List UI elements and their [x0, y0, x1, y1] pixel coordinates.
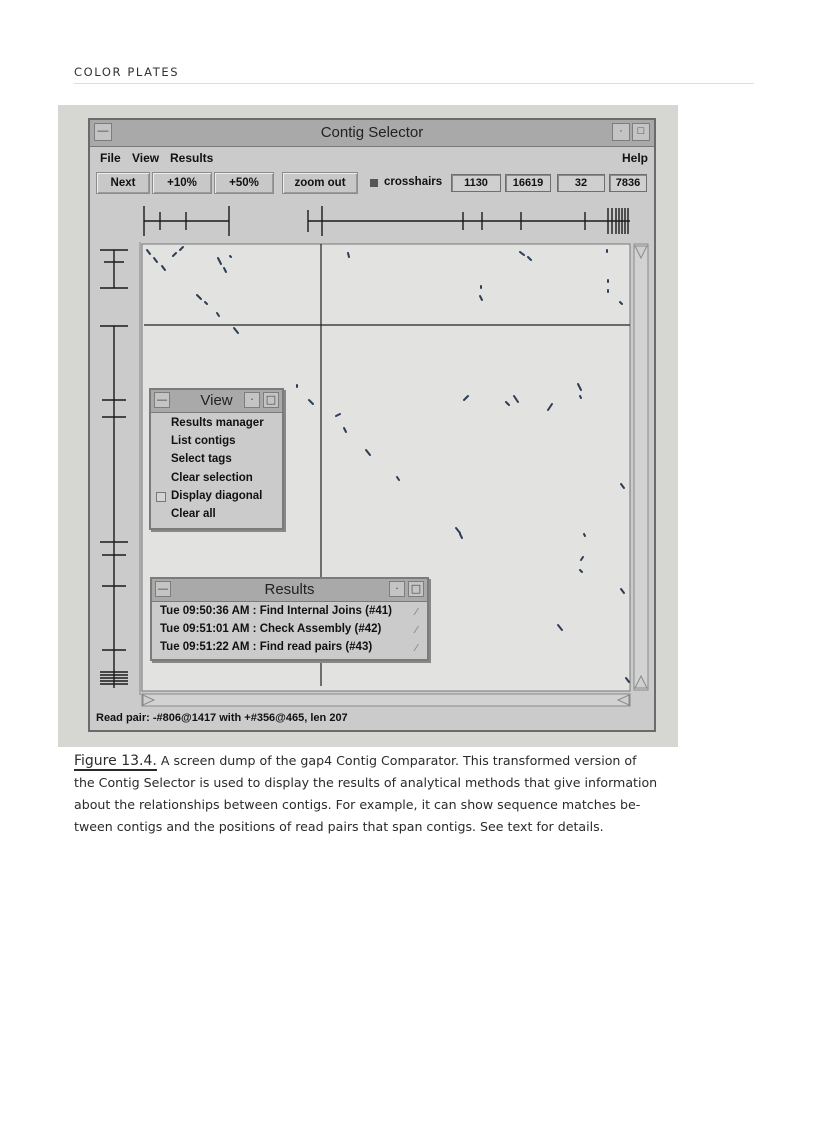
results-window-button[interactable]: —	[155, 581, 171, 597]
caption-text: the Contig Selector is used to display the results of analytical methods that give information	[74, 775, 658, 790]
contig-ruler-left	[100, 250, 128, 688]
caption-line	[74, 750, 674, 772]
next-button[interactable]: Next	[96, 172, 150, 194]
zoom-50-button[interactable]: +50%	[214, 172, 274, 194]
view-menu-titlebar[interactable]	[151, 390, 282, 413]
display-diagonal-checkbox[interactable]	[156, 492, 166, 502]
menu-item-list-contigs[interactable]: List contigs	[171, 435, 236, 447]
position-y-field[interactable]: 16619	[505, 174, 551, 192]
running-head: COLOR PLATES	[74, 65, 180, 79]
results-titlebar[interactable]	[152, 579, 427, 602]
view-menu-minimize-button[interactable]: ·	[244, 392, 260, 408]
results-row[interactable]: Tue 09:50:36 AM : Find Internal Joins (#41)	[160, 605, 392, 617]
length-field[interactable]: 7836	[609, 174, 647, 192]
results-row-marker: ⁄	[415, 607, 417, 618]
results-row-marker: ⁄	[415, 643, 417, 654]
header-rule	[74, 83, 754, 84]
results-row[interactable]: Tue 09:51:22 AM : Find read pairs (#43)	[160, 641, 373, 653]
window-menu-button[interactable]: —	[94, 123, 112, 141]
count-field[interactable]: 32	[557, 174, 605, 192]
caption-text: about the relationships between contigs. For example, it can show sequence matches be-	[74, 797, 641, 812]
horizontal-scrollbar[interactable]	[142, 694, 630, 706]
menu-item-select-tags[interactable]: Select tags	[171, 453, 232, 465]
crosshairs-label: crosshairs	[384, 176, 443, 188]
results-row-marker: ⁄	[415, 625, 417, 636]
view-menu-title: View	[200, 392, 233, 409]
results-window	[150, 577, 429, 661]
results-maximize-button[interactable]: □	[408, 581, 424, 597]
zoom-out-button[interactable]: zoom out	[282, 172, 358, 194]
figure-label: Figure 13.4.	[74, 753, 157, 769]
caption-text: tween contigs and the positions of read pairs that span contigs. See text for details.	[74, 819, 604, 834]
menu-help[interactable]: Help	[622, 151, 649, 165]
zoom-10-button[interactable]: +10%	[152, 172, 212, 194]
view-menu-maximize-button[interactable]: □	[263, 392, 279, 408]
menu-item-clear-selection[interactable]: Clear selection	[171, 472, 253, 484]
figure-caption	[74, 750, 674, 838]
view-menu-popup	[149, 388, 284, 530]
status-line: Read pair: -#806@1417 with +#356@465, len 207	[96, 712, 348, 724]
caption-text: A screen dump of the gap4 Contig Comparator. This transformed version of	[156, 753, 637, 768]
view-menu-window-button[interactable]: —	[154, 392, 170, 408]
position-x-field[interactable]: 1130	[451, 174, 501, 192]
menu-item-results-manager[interactable]: Results manager	[171, 417, 264, 429]
minimize-button[interactable]: ·	[612, 123, 630, 141]
menu-view[interactable]: View	[132, 151, 160, 165]
menu-file[interactable]: File	[100, 151, 121, 165]
menu-item-clear-all[interactable]: Clear all	[171, 508, 216, 520]
results-minimize-button[interactable]: ·	[389, 581, 405, 597]
menu-item-display-diagonal[interactable]: Display diagonal	[171, 490, 263, 502]
window-title: Contig Selector	[320, 124, 424, 141]
results-title: Results	[264, 581, 315, 598]
maximize-button[interactable]: □	[632, 123, 650, 141]
menu-results[interactable]: Results	[170, 151, 214, 165]
results-row[interactable]: Tue 09:51:01 AM : Check Assembly (#42)	[160, 623, 382, 635]
contig-ruler-top	[144, 206, 630, 236]
vertical-scrollbar[interactable]	[634, 244, 648, 690]
